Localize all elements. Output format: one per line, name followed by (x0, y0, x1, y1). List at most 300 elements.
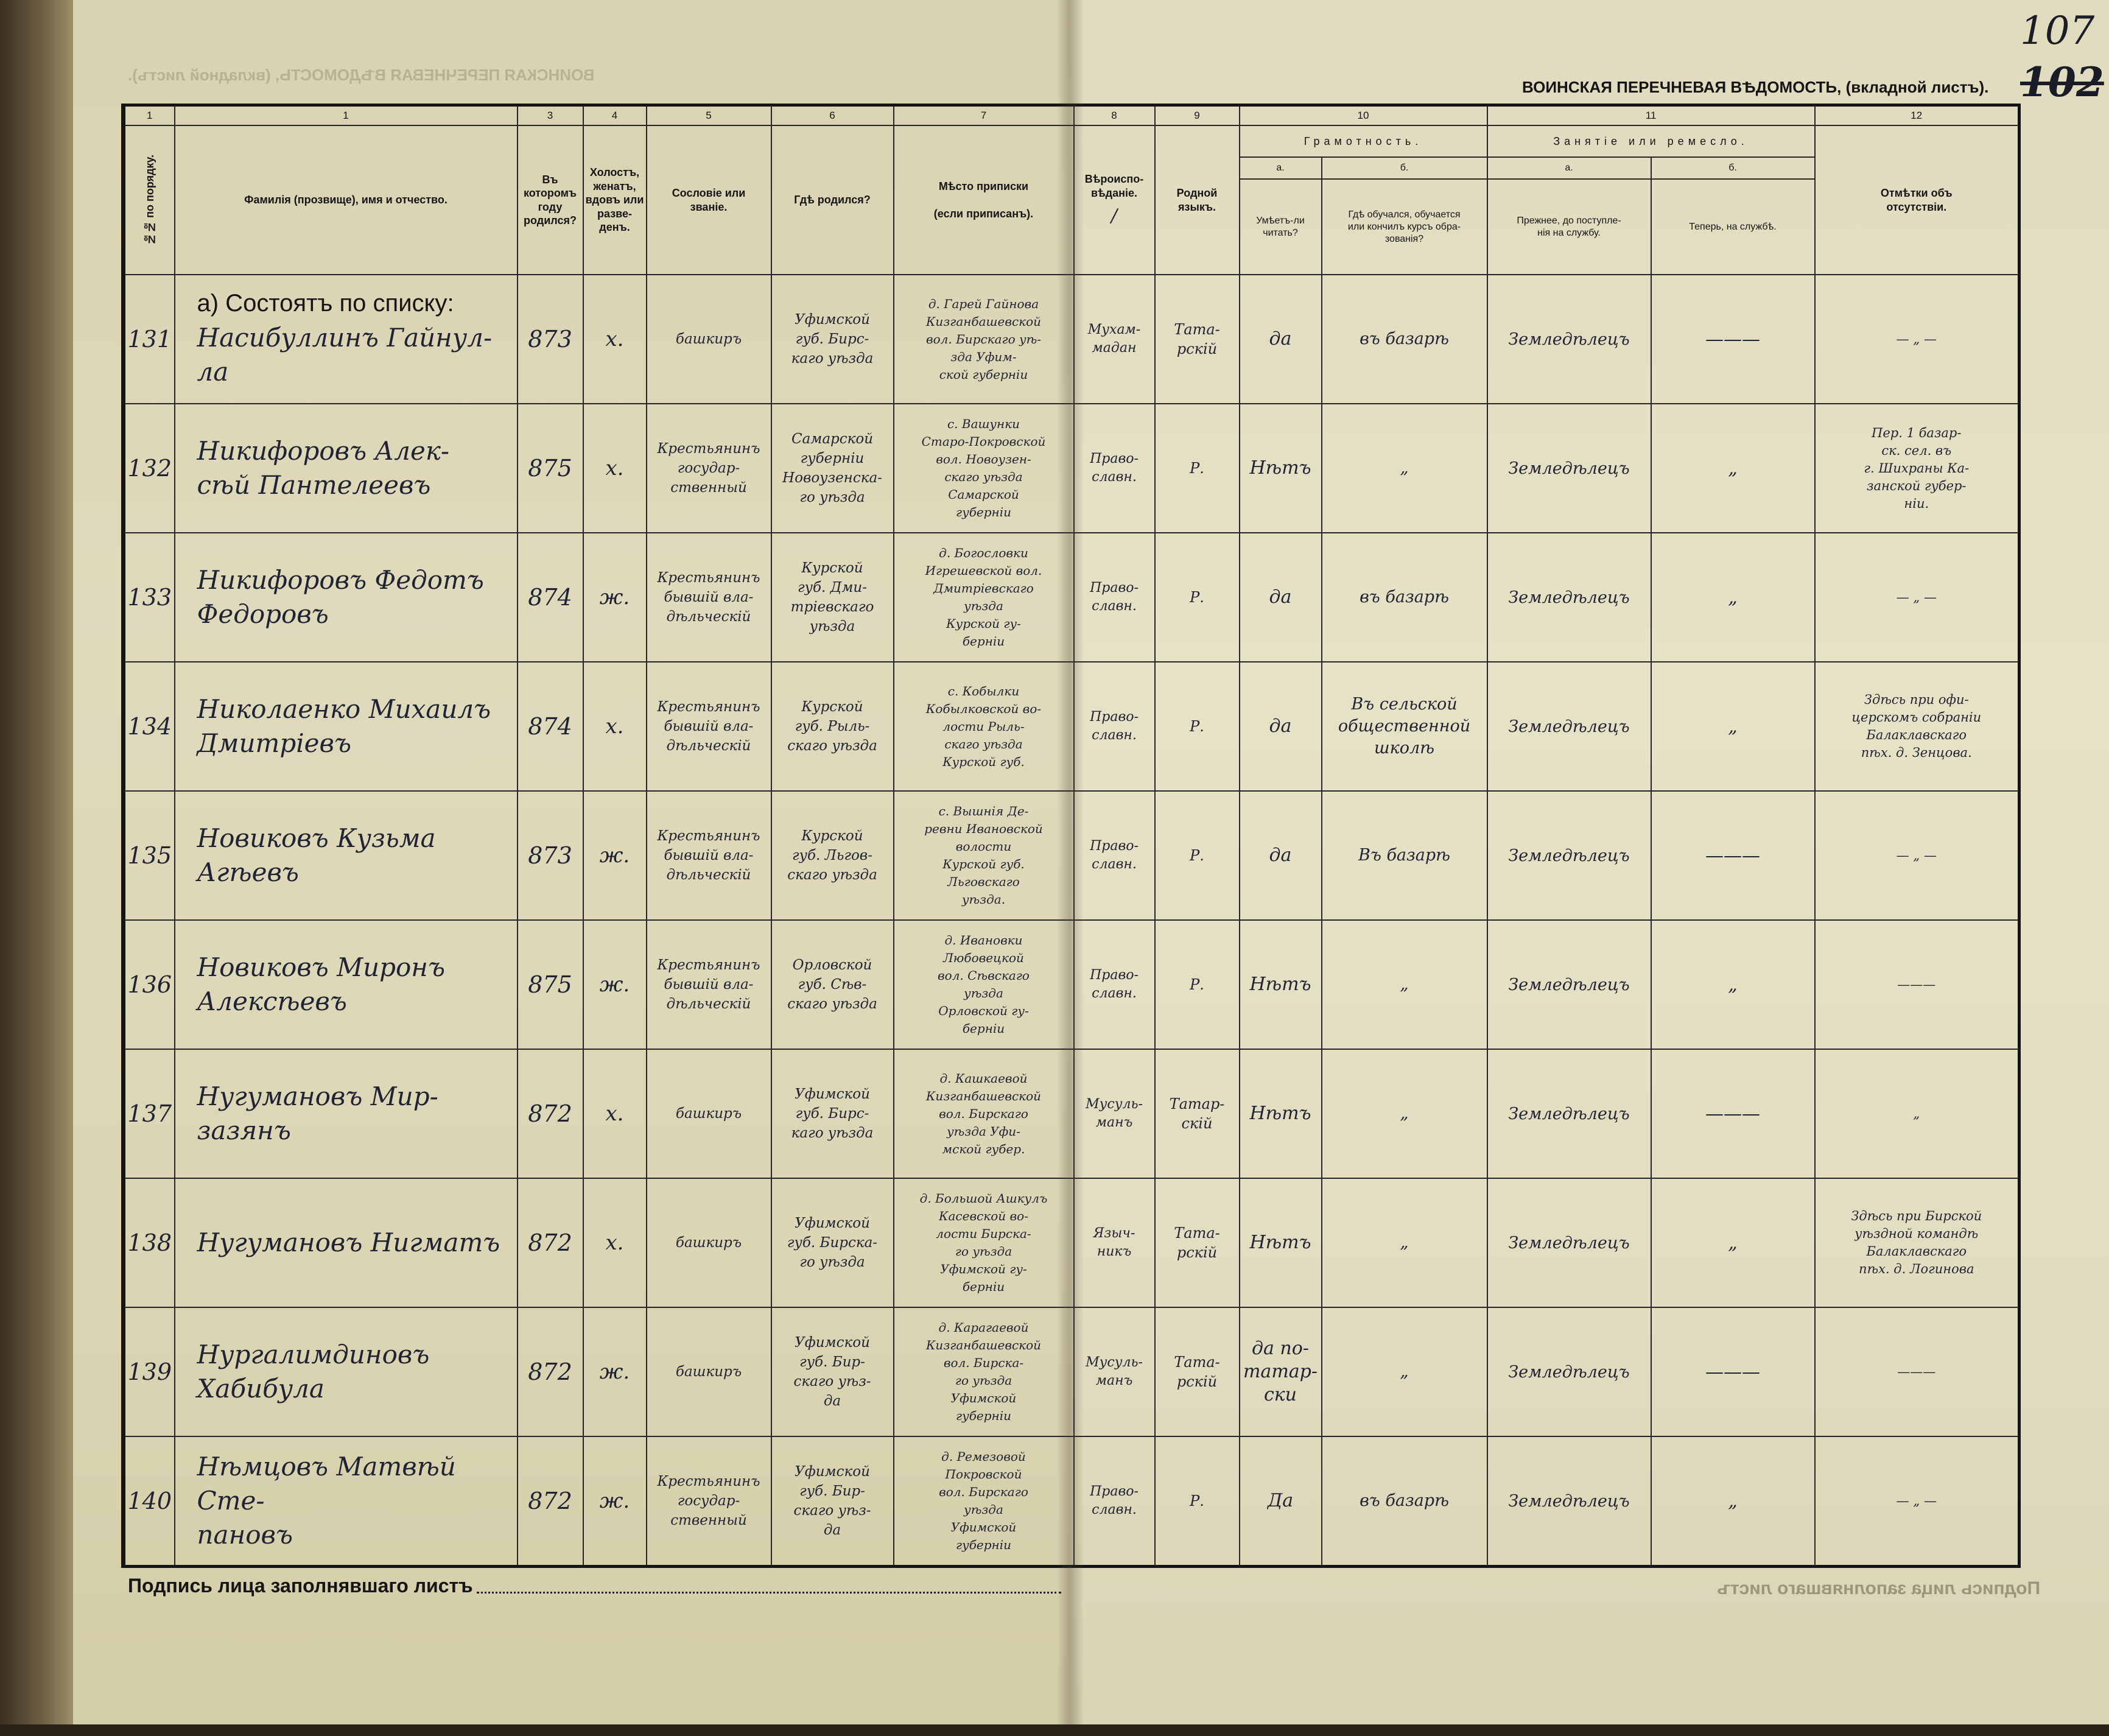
cell-content (125, 1180, 174, 1306)
cell-content (1322, 535, 1487, 660)
cell-content (1240, 1180, 1321, 1306)
cell-content (1240, 276, 1321, 402)
cell-born (771, 662, 894, 791)
cell-content (647, 1180, 771, 1306)
cell-content (647, 276, 771, 402)
cell-content (1322, 793, 1487, 918)
born-text: Курской губ. Льгов- скаго уѣзда (787, 828, 877, 883)
cell-occupation-before (1487, 1436, 1651, 1567)
page-bottom-edge (0, 1724, 2109, 1736)
name-text: Новиковъ Миронъ Алексѣевъ (197, 952, 445, 1016)
cell-estate (647, 1436, 771, 1567)
cell-content (1075, 1438, 1154, 1564)
registry-text: д. Ремезовой Покровской вол. Бирскаго уѣзда Уфимской губерніи (939, 1449, 1028, 1552)
cell-content (1488, 793, 1651, 918)
cell-registry (894, 1436, 1074, 1567)
cell-absence-notes (1815, 1178, 2020, 1307)
cell-education (1322, 1307, 1487, 1436)
cell-content (584, 406, 646, 531)
cell-num (124, 662, 175, 791)
cell-content (1156, 1309, 1239, 1435)
cell-content (1075, 276, 1154, 402)
religion-text: Право- славн. (1090, 451, 1139, 485)
can-read-text: да (1269, 328, 1292, 350)
education-text: Въ сельской общественной школѣ (1338, 695, 1471, 757)
header-religion-mark: / (1111, 205, 1118, 227)
name-text: Нугумановъ Нигматъ (197, 1228, 500, 1257)
cell-content (894, 793, 1073, 918)
cell-content (1488, 922, 1651, 1047)
cell-content (1816, 406, 2018, 531)
cell-occupation-now (1651, 275, 1815, 404)
cell-absence-notes (1815, 275, 2020, 404)
cell-language (1155, 1178, 1240, 1307)
occupation-before-text: Земледѣлецъ (1508, 846, 1630, 865)
occupation-now-text: ——— (1705, 845, 1761, 866)
cell-absence-notes (1815, 404, 2020, 533)
cell-name (175, 1307, 518, 1436)
document-title: ВОИНСКАЯ ПЕРЕЧНЕВАЯ ВѢДОМОСТЬ, (вкладной листъ). (1522, 78, 1989, 96)
registry-text: д. Кашкаевой Кизганбашевской вол. Бирскаго уѣзда Уфи- мской губер. (925, 1070, 1042, 1156)
cell-content (518, 1180, 583, 1306)
cell-content (1240, 1438, 1321, 1564)
signature-line (477, 1590, 1061, 1594)
cell-estate (647, 1178, 771, 1307)
cell-content (1322, 922, 1487, 1047)
cell-num (124, 1178, 175, 1307)
cell-content (175, 1180, 517, 1306)
cell-occupation-now (1651, 920, 1815, 1049)
cell-content (647, 406, 771, 531)
can-read-text: Нѣтъ (1249, 1103, 1311, 1124)
page-number: 107 (2020, 9, 2095, 54)
year-text: 873 (528, 842, 572, 869)
education-text: „ (1400, 459, 1409, 477)
cell-content (125, 664, 174, 789)
education-text: „ (1400, 1362, 1409, 1381)
cell-content (894, 406, 1073, 531)
cell-marital (583, 275, 647, 404)
cell-content (1816, 664, 2018, 789)
cell-content (1816, 1180, 2018, 1306)
cell-content (584, 1051, 646, 1176)
cell-absence-notes (1815, 662, 2020, 791)
cell-content (584, 1438, 646, 1564)
cell-content (1075, 406, 1154, 531)
name-text: Новиковъ Кузьма Агѣевъ (197, 823, 436, 887)
cell-name (175, 275, 518, 404)
cell-num (124, 1307, 175, 1436)
cell-content (894, 276, 1073, 402)
education-text: „ (1400, 975, 1409, 994)
cell-num (124, 1436, 175, 1567)
cell-content (772, 406, 893, 531)
header-education: Гдѣ обучался, обучается или кончилъ курсъ обра- зованія? (1322, 179, 1487, 275)
cell-content (1322, 1438, 1487, 1564)
cell-born (771, 1178, 894, 1307)
header-occupation-b: б. (1651, 157, 1815, 179)
cell-content (518, 1438, 583, 1564)
column-number: 9 (1155, 105, 1240, 126)
born-text: Уфимской губ. Бир- скаго уѣз- да (793, 1464, 871, 1538)
cell-content (1652, 922, 1814, 1047)
table-row (124, 1307, 2020, 1436)
cell-name (175, 920, 518, 1049)
cell-content (1322, 406, 1487, 531)
cell-born (771, 1307, 894, 1436)
cell-registry (894, 1178, 1074, 1307)
cell-name (175, 791, 518, 920)
born-text: Уфимской губ. Бирс- каго уѣзда (791, 1086, 874, 1141)
cell-education (1322, 533, 1487, 662)
occupation-before-text: Земледѣлецъ (1508, 1104, 1630, 1123)
born-text: Самарской губерніи Новоузенска- го уѣзда (782, 431, 882, 505)
marital-text: ж. (599, 585, 630, 610)
column-number: 1 (124, 105, 175, 126)
cell-content (1816, 922, 2018, 1047)
registry-text: д. Гарей Гайнова Кизганбашевской вол. Бирскаго уѣ- зда Уфим- ской губерніи (925, 296, 1042, 382)
cell-name (175, 662, 518, 791)
cell-occupation-now (1651, 1436, 1815, 1567)
cell-content (894, 664, 1073, 789)
cell-absence-notes (1815, 791, 2020, 920)
cell-occupation-before (1487, 533, 1651, 662)
name-text: Нургалимдиновъ Хабибула (197, 1340, 430, 1404)
cell-num (124, 791, 175, 920)
registry-text: д. Карагаевой Кизганбашевской вол. Бирска- го уѣзда Уфимской губерніи (925, 1320, 1042, 1423)
cell-marital (583, 920, 647, 1049)
marital-text: х. (605, 456, 624, 480)
header-absence: Отмѣтки объ отсутствіи. (1815, 125, 2020, 275)
cell-content (647, 1309, 771, 1435)
cell-content (175, 793, 517, 918)
cell-content (1322, 1180, 1487, 1306)
table-row (124, 1049, 2020, 1178)
cell-content (1488, 406, 1651, 531)
can-read-text: да (1269, 845, 1292, 866)
header-name: Фамилія (прозвище), имя и отчество. (175, 125, 518, 275)
occupation-now-text: „ (1728, 1490, 1738, 1512)
cell-content (1488, 1051, 1651, 1176)
cell-content (772, 793, 893, 918)
column-number: 11 (1487, 105, 1815, 126)
cell-marital (583, 791, 647, 920)
table-header (124, 105, 2020, 275)
cell-estate (647, 533, 771, 662)
born-text: Орловской губ. Сѣв- скаго уѣзда (787, 957, 877, 1012)
language-text: Р. (1190, 976, 1204, 993)
cell-marital (583, 662, 647, 791)
cell-year (518, 275, 583, 404)
born-text: Уфимской губ. Бирс- каго уѣзда (791, 312, 874, 367)
cell-content (894, 1309, 1073, 1435)
cell-content (584, 276, 646, 402)
cell-occupation-now (1651, 791, 1815, 920)
cell-content (175, 1438, 517, 1564)
header-row (124, 125, 2020, 157)
cell-content (175, 406, 517, 531)
cell-content (894, 535, 1073, 660)
cell-occupation-before (1487, 275, 1651, 404)
cell-content (647, 535, 771, 660)
cell-marital (583, 404, 647, 533)
cell-religion (1074, 662, 1155, 791)
religion-text: Мухам- мадан (1087, 322, 1141, 356)
cell-occupation-before (1487, 1049, 1651, 1178)
cell-content (1816, 1438, 2018, 1564)
bleed-through-signature: Подпись лица заполнявшаго листъ (1717, 1578, 2041, 1598)
cell-content (125, 406, 174, 531)
table-row (124, 533, 2020, 662)
marital-text: х. (605, 714, 624, 739)
cell-content (518, 535, 583, 660)
header-occupation-a: а. (1487, 157, 1651, 179)
header-marital: Холостъ, женатъ, вдовъ или разве- денъ. (583, 125, 647, 275)
cell-education (1322, 662, 1487, 791)
section-label: а) Состоятъ по списку: (197, 289, 454, 317)
cell-born (771, 1049, 894, 1178)
born-text: Уфимской губ. Бир- скаго уѣз- да (793, 1335, 871, 1409)
cell-estate (647, 404, 771, 533)
cell-registry (894, 920, 1074, 1049)
cell-content (647, 1051, 771, 1176)
cell-content (518, 406, 583, 531)
num-text: 140 (127, 1488, 172, 1514)
year-text: 872 (528, 1488, 572, 1514)
cell-occupation-now (1651, 1307, 1815, 1436)
born-text: Уфимской губ. Бирска- го уѣзда (787, 1215, 878, 1270)
cell-language (1155, 920, 1240, 1049)
year-text: 872 (528, 1229, 572, 1256)
cell-content (584, 1180, 646, 1306)
header-literacy-b: б. (1322, 157, 1487, 179)
registry-text: с. Вашунки Старо-Покровской вол. Новоузен- скаго уѣзда Самарской губерніи (921, 416, 1046, 519)
header-year: Въ которомъ году родился? (518, 125, 583, 275)
cell-education (1322, 791, 1487, 920)
cell-content (894, 1180, 1073, 1306)
cell-content (1240, 406, 1321, 531)
marital-text: ж. (599, 1360, 630, 1384)
occupation-before-text: Земледѣлецъ (1508, 588, 1630, 607)
estate-text: Крестьянинъ государ- ственный (657, 1474, 760, 1528)
absence-notes-text: — „ — (1896, 589, 1937, 605)
cell-registry (894, 1307, 1074, 1436)
absence-notes-text: — „ — (1896, 1493, 1937, 1508)
cell-content (125, 1051, 174, 1176)
cell-education (1322, 920, 1487, 1049)
estate-text: Крестьянинъ бывшій вла- дѣльческій (657, 828, 760, 883)
occupation-now-text: ——— (1705, 1361, 1761, 1383)
absence-notes-text: — „ — (1896, 331, 1937, 346)
cell-content (1075, 535, 1154, 660)
cell-content (125, 535, 174, 660)
year-text: 874 (528, 584, 572, 611)
header-religion (1074, 125, 1155, 275)
name-text: Никифоровъ Алек- сѣй Пантелеевъ (197, 436, 450, 500)
year-text: 875 (528, 455, 572, 482)
cell-estate (647, 1307, 771, 1436)
estate-text: башкиръ (675, 1235, 742, 1251)
year-text: 872 (528, 1100, 572, 1127)
cell-content (1652, 1438, 1814, 1564)
cell-content (125, 1309, 174, 1435)
cell-content (1816, 793, 2018, 918)
cell-religion (1074, 1436, 1155, 1567)
marital-text: х. (605, 1102, 624, 1126)
table-row (124, 791, 2020, 920)
cell-marital (583, 1307, 647, 1436)
cell-content (1652, 535, 1814, 660)
cell-registry (894, 275, 1074, 404)
education-text: въ базарѣ (1360, 588, 1449, 606)
cell-religion (1074, 533, 1155, 662)
cell-occupation-now (1651, 1049, 1815, 1178)
absence-notes-text: — „ — (1896, 848, 1937, 863)
cell-name (175, 404, 518, 533)
religion-text: Право- славн. (1090, 709, 1139, 743)
cell-content (1075, 1309, 1154, 1435)
cell-occupation-before (1487, 791, 1651, 920)
language-text: Тата- рскій (1174, 1354, 1220, 1390)
cell-content (1816, 1309, 2018, 1435)
cell-religion (1074, 1307, 1155, 1436)
cell-content (1156, 276, 1239, 402)
table-row (124, 404, 2020, 533)
column-number: 5 (647, 105, 771, 126)
cell-content (1240, 922, 1321, 1047)
language-text: Тата- рскій (1174, 1225, 1220, 1261)
cell-content (175, 276, 517, 402)
cell-year (518, 533, 583, 662)
occupation-now-text: „ (1728, 586, 1738, 608)
cell-content (125, 1438, 174, 1564)
cell-content (1322, 664, 1487, 789)
absence-notes-text: Пер. 1 базар- ск. сел. въ г. Шихраны Ка- занской губер- ніи. (1864, 425, 1970, 511)
occupation-before-text: Земледѣлецъ (1508, 1233, 1630, 1253)
table-row (124, 920, 2020, 1049)
cell-content (1816, 276, 2018, 402)
cell-content (1488, 535, 1651, 660)
cell-content (584, 793, 646, 918)
cell-year (518, 404, 583, 533)
registry-text: д. Богословки Игрешевской вол. Дмитріевскаго уѣзда Курской гу- берніи (925, 546, 1042, 648)
language-text: Татар- скій (1169, 1095, 1225, 1132)
cell-marital (583, 1049, 647, 1178)
can-read-text: Да (1267, 1490, 1294, 1511)
cell-content (518, 793, 583, 918)
absence-notes-text: ——— (1897, 1364, 1936, 1379)
cell-name (175, 1178, 518, 1307)
cell-content (175, 1051, 517, 1176)
cell-year (518, 662, 583, 791)
cell-content (1652, 1180, 1814, 1306)
header-registry: Мѣсто приписки (если приписанъ). (894, 125, 1074, 275)
cell-absence-notes (1815, 533, 2020, 662)
cell-year (518, 1436, 583, 1567)
cell-content (518, 664, 583, 789)
cell-content (518, 922, 583, 1047)
cell-content (647, 922, 771, 1047)
cell-year (518, 1049, 583, 1178)
absence-notes-text: „ (1913, 1106, 1920, 1121)
name-text: Насибуллинъ Гайнул- ла (197, 322, 493, 387)
cell-occupation-before (1487, 1307, 1651, 1436)
cell-content (772, 1309, 893, 1435)
table-row (124, 1178, 2020, 1307)
column-number: 6 (771, 105, 894, 126)
cell-content (1156, 793, 1239, 918)
cell-occupation-before (1487, 1178, 1651, 1307)
cell-content (1816, 1051, 2018, 1176)
cell-estate (647, 920, 771, 1049)
estate-text: Крестьянинъ бывшій вла- дѣльческій (657, 957, 760, 1012)
religion-text: Право- славн. (1090, 580, 1139, 614)
cell-num (124, 275, 175, 404)
cell-language (1155, 1049, 1240, 1178)
column-number: 8 (1074, 105, 1155, 126)
cell-content (1322, 1309, 1487, 1435)
cell-can-read (1240, 404, 1322, 533)
language-text: Р. (1190, 460, 1204, 477)
marital-text: ж. (599, 972, 630, 997)
cell-religion (1074, 404, 1155, 533)
cell-content (1156, 535, 1239, 660)
cell-religion (1074, 1178, 1155, 1307)
num-text: 134 (127, 713, 172, 740)
num-text: 139 (127, 1358, 172, 1385)
cell-religion (1074, 1049, 1155, 1178)
cell-absence-notes (1815, 1049, 2020, 1178)
cell-can-read (1240, 1178, 1322, 1307)
cell-num (124, 404, 175, 533)
occupation-now-text: ——— (1705, 328, 1761, 350)
cell-content (1488, 1438, 1651, 1564)
cell-year (518, 920, 583, 1049)
cell-year (518, 1307, 583, 1436)
cell-content (1652, 276, 1814, 402)
header-occupation-now: Теперь, на службѣ. (1651, 179, 1815, 275)
header-can-read: Умѣетъ-ли читать? (1240, 179, 1322, 275)
cell-estate (647, 791, 771, 920)
occupation-now-text: „ (1728, 974, 1738, 996)
name-text: Нѣмцовъ Матвѣй Сте- пановъ (197, 1452, 456, 1550)
education-text: въ базарѣ (1360, 329, 1449, 348)
column-number: 3 (518, 105, 583, 126)
occupation-before-text: Земледѣлецъ (1508, 975, 1630, 994)
cell-name (175, 1049, 518, 1178)
column-number: 4 (583, 105, 647, 126)
signature-block (128, 1575, 1061, 1597)
cell-content (1488, 1309, 1651, 1435)
cell-content (1322, 1051, 1487, 1176)
religion-text: Право- славн. (1090, 968, 1139, 1001)
cell-num (124, 1049, 175, 1178)
cell-content (1156, 922, 1239, 1047)
religion-text: Языч- никъ (1093, 1226, 1135, 1259)
occupation-now-text: „ (1728, 1232, 1738, 1254)
cell-content (772, 664, 893, 789)
cell-marital (583, 1436, 647, 1567)
cell-content (1075, 1180, 1154, 1306)
cell-content (1488, 664, 1651, 789)
language-text: Р. (1190, 718, 1204, 735)
page-number-crossed: 102 (2020, 58, 2104, 106)
column-number: 12 (1815, 105, 2020, 126)
cell-content (518, 1051, 583, 1176)
cell-absence-notes (1815, 1307, 2020, 1436)
cell-content (1075, 664, 1154, 789)
cell-content (1652, 793, 1814, 918)
